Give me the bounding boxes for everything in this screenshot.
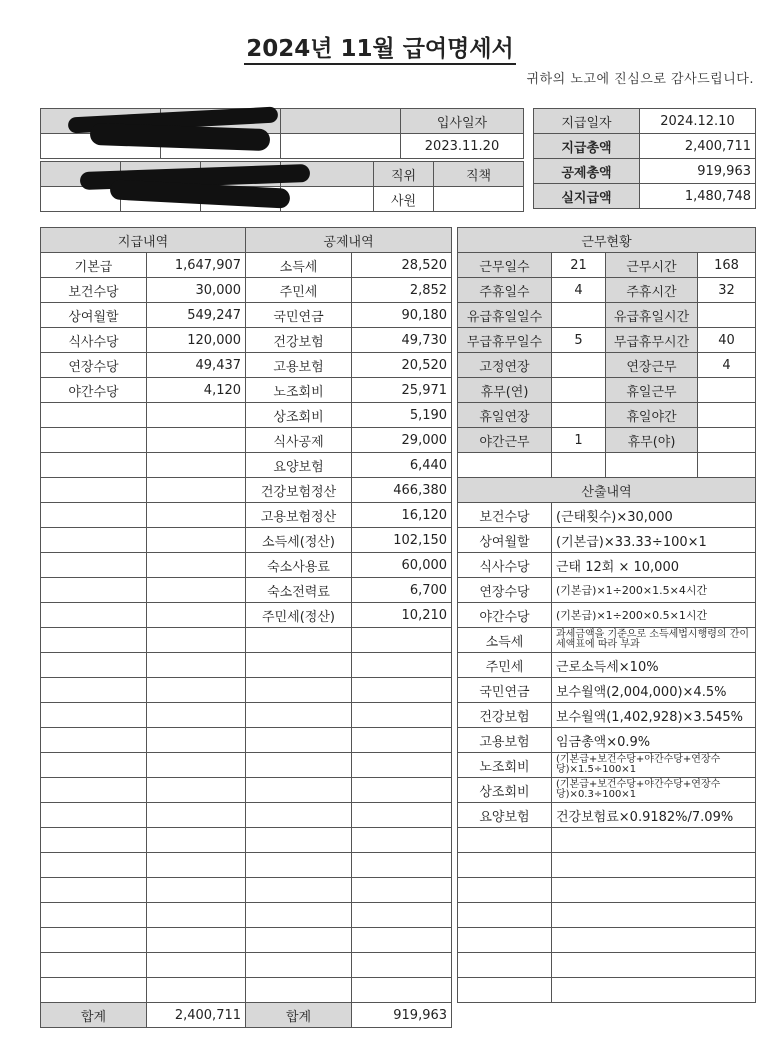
deduct-item-label: 주민세 [246,278,352,303]
deduct-total-value: 919,963 [352,1003,452,1028]
calc-label: 상여월할 [458,528,552,553]
deduct-item-label [246,728,352,753]
pay-item-value [147,453,246,478]
deduct-item-label: 식사공제 [246,428,352,453]
work-row [458,328,756,353]
pay-item-label [41,578,147,603]
page-title: 2024년 11월 급여명세서 [0,30,760,63]
deduct-item-value [352,878,452,903]
work-row [458,303,756,328]
pay-item-label [41,978,147,1003]
table-row [41,753,452,778]
work-value [698,303,756,328]
table-row [41,403,452,428]
pay-item-label [41,953,147,978]
pay-item-value: 549,247 [147,303,246,328]
pay-item-label [41,503,147,528]
pay-item-value [147,653,246,678]
table-row [41,703,452,728]
pay-item-value [147,978,246,1003]
calc-row [458,928,756,953]
table-row [41,378,452,403]
pay-deduction-table [40,227,452,1028]
work-value [698,403,756,428]
pay-item-value: 1,647,907 [147,253,246,278]
deduct-total-label: 합계 [246,1003,352,1028]
total-deduct-value: 919,963 [640,159,756,184]
deduct-item-value [352,728,452,753]
deduct-item-label: 상조회비 [246,403,352,428]
work-label: 근무시간 [606,253,698,278]
calc-label [458,878,552,903]
deduct-item-label [246,953,352,978]
table-row [41,503,452,528]
calc-formula [552,878,756,903]
pay-item-value [147,628,246,653]
join-date-label: 입사일자 [401,109,524,134]
deduct-item-value: 102,150 [352,528,452,553]
table-row [41,278,452,303]
deduct-item-value: 28,520 [352,253,452,278]
deduct-item-label [246,903,352,928]
pay-item-label: 보건수당 [41,278,147,303]
pay-total-value: 2,400,711 [147,1003,246,1028]
pay-item-value: 4,120 [147,378,246,403]
calc-header: 산출내역 [458,478,756,503]
work-row [458,378,756,403]
pay-item-value [147,553,246,578]
deduct-item-label [246,853,352,878]
pay-item-value [147,603,246,628]
pay-item-value [147,928,246,953]
pay-item-label [41,778,147,803]
calc-label [458,828,552,853]
work-header: 근무현황 [458,228,756,253]
calc-row [458,878,756,903]
calc-label: 노조회비 [458,753,552,778]
pay-item-label [41,853,147,878]
work-value [698,378,756,403]
pay-item-label [41,628,147,653]
calc-formula [552,853,756,878]
calc-row [458,803,756,828]
deduct-item-label: 소득세 [246,253,352,278]
pay-item-value [147,778,246,803]
table-row [41,878,452,903]
calc-label [458,978,552,1003]
deduct-item-label: 숙소사용료 [246,553,352,578]
work-value: 4 [698,353,756,378]
pay-item-label [41,678,147,703]
calc-label: 상조회비 [458,778,552,803]
work-value: 4 [552,278,606,303]
calc-formula [552,903,756,928]
work-calc-table [457,227,756,1003]
deduct-item-value [352,703,452,728]
pay-item-value: 120,000 [147,328,246,353]
table-row [41,428,452,453]
work-value [552,403,606,428]
pay-item-label [41,928,147,953]
deduct-item-value: 2,852 [352,278,452,303]
deduct-header: 공제내역 [246,228,452,253]
deduct-item-label [246,753,352,778]
work-value [552,378,606,403]
work-label: 휴무(야) [606,428,698,453]
calc-label: 고용보험 [458,728,552,753]
deduct-item-label [246,803,352,828]
net-pay-label: 실지급액 [534,184,640,209]
deduct-item-label: 요양보험 [246,453,352,478]
table-row [41,778,452,803]
pay-item-label: 기본급 [41,253,147,278]
deduct-item-value [352,978,452,1003]
work-value: 21 [552,253,606,278]
work-label: 연장근무 [606,353,698,378]
pay-item-value [147,703,246,728]
pay-item-label: 연장수당 [41,353,147,378]
deduct-item-value [352,628,452,653]
calc-formula: (기본급)×1÷200×1.5×4시간 [552,578,756,603]
pay-item-label [41,803,147,828]
work-value: 32 [698,278,756,303]
deduct-item-label [246,928,352,953]
pay-item-value [147,578,246,603]
pay-item-value [147,903,246,928]
pay-item-label [41,753,147,778]
calc-label: 야간수당 [458,603,552,628]
calc-formula: 과세금액을 기준으로 소득세법시행령의 간이세액표에 따라 부과 [552,628,756,653]
pay-item-value [147,478,246,503]
calc-label: 국민연금 [458,678,552,703]
pay-item-value [147,403,246,428]
pay-item-label [41,403,147,428]
pay-item-value [147,878,246,903]
table-row [41,603,452,628]
calc-formula: 근로소득세×10% [552,653,756,678]
calc-row [458,678,756,703]
work-label: 휴일근무 [606,378,698,403]
pay-item-value [147,953,246,978]
work-row [458,453,756,478]
work-label: 근무일수 [458,253,552,278]
pay-item-label [41,528,147,553]
table-row [41,903,452,928]
calc-label [458,953,552,978]
calc-row [458,528,756,553]
deduct-item-label: 소득세(정산) [246,528,352,553]
calc-row [458,728,756,753]
table-row [41,478,452,503]
work-label: 무급휴무시간 [606,328,698,353]
calc-row [458,753,756,778]
calc-formula: 보수월액(1,402,928)×3.545% [552,703,756,728]
work-value [552,353,606,378]
calc-formula: 보수월액(2,004,000)×4.5% [552,678,756,703]
work-value: 40 [698,328,756,353]
work-label: 야간근무 [458,428,552,453]
calc-formula [552,928,756,953]
deduct-item-value [352,828,452,853]
deduct-item-value [352,853,452,878]
table-row [41,453,452,478]
work-label: 주휴일수 [458,278,552,303]
calc-label: 보건수당 [458,503,552,528]
work-row [458,403,756,428]
deduct-item-value: 10,210 [352,603,452,628]
work-value [552,453,606,478]
pay-item-value [147,528,246,553]
deduct-item-label: 국민연금 [246,303,352,328]
calc-row [458,978,756,1003]
calc-formula: (기본급+보건수당+야간수당+연장수당)×0.3÷100×1 [552,778,756,803]
position-label: 직위 [374,162,434,187]
pay-item-label [41,728,147,753]
pay-item-label [41,603,147,628]
table-row [41,653,452,678]
calc-formula [552,978,756,1003]
pay-item-value [147,753,246,778]
calc-label: 식사수당 [458,553,552,578]
deduct-item-label [246,703,352,728]
calc-formula: (기본급)×1÷200×0.5×1시간 [552,603,756,628]
calc-label: 주민세 [458,653,552,678]
job-title-label: 직책 [434,162,524,187]
deduct-item-label: 고용보험정산 [246,503,352,528]
join-date-value: 2023.11.20 [401,134,524,159]
deduct-item-label [246,978,352,1003]
total-deduct-label: 공제총액 [534,159,640,184]
table-row [41,828,452,853]
pay-item-label: 상여월할 [41,303,147,328]
pay-item-value [147,803,246,828]
job-title-value [434,187,524,212]
pay-item-label: 야간수당 [41,378,147,403]
calc-row [458,578,756,603]
pay-total-label: 합계 [41,1003,147,1028]
redacted-value-cell [281,134,401,159]
deduct-item-label [246,653,352,678]
deduct-item-label: 주민세(정산) [246,603,352,628]
work-label: 휴일야간 [606,403,698,428]
redacted-label-cell [281,109,401,134]
calc-formula [552,953,756,978]
calc-formula: (기본급)×33.33÷100×1 [552,528,756,553]
deduct-item-value [352,928,452,953]
deduct-item-value [352,903,452,928]
redacted-value-cell [281,187,374,212]
pay-header: 지급내역 [41,228,246,253]
pay-item-label [41,428,147,453]
deduct-item-label [246,828,352,853]
calc-row [458,953,756,978]
work-label: 휴일연장 [458,403,552,428]
calc-formula: 근태 12회 × 10,000 [552,553,756,578]
calc-row [458,653,756,678]
deduct-item-value: 29,000 [352,428,452,453]
table-row [41,328,452,353]
work-label: 휴무(연) [458,378,552,403]
table-row [41,728,452,753]
deduct-item-value: 466,380 [352,478,452,503]
redacted-value-cell [41,187,121,212]
pay-item-value [147,828,246,853]
pay-item-label: 식사수당 [41,328,147,353]
table-row [41,303,452,328]
pay-summary-table [533,108,756,209]
deduct-item-value: 16,120 [352,503,452,528]
net-pay-value: 1,480,748 [640,184,756,209]
work-label: 고정연장 [458,353,552,378]
pay-item-label [41,828,147,853]
work-value [698,453,756,478]
pay-item-label [41,703,147,728]
pay-item-value [147,678,246,703]
work-label: 무급휴무일수 [458,328,552,353]
calc-label: 연장수당 [458,578,552,603]
deduct-item-label: 숙소전력료 [246,578,352,603]
deduct-item-label: 노조회비 [246,378,352,403]
table-row [41,528,452,553]
calc-row [458,903,756,928]
calc-formula [552,828,756,853]
deduct-item-label [246,878,352,903]
calc-formula: 건강보험료×0.9182%/7.09% [552,803,756,828]
calc-row [458,628,756,653]
table-row [41,803,452,828]
calc-label: 요양보험 [458,803,552,828]
calc-row [458,703,756,728]
pay-item-label [41,653,147,678]
deduct-item-value [352,753,452,778]
deduct-item-label [246,778,352,803]
deduct-item-value: 6,700 [352,578,452,603]
deduct-item-value: 6,440 [352,453,452,478]
table-row [41,853,452,878]
table-row [41,578,452,603]
work-value [698,428,756,453]
deduct-item-value: 20,520 [352,353,452,378]
table-row [41,678,452,703]
pay-item-value [147,428,246,453]
deduct-item-value [352,778,452,803]
deduct-item-label: 고용보험 [246,353,352,378]
work-label: 주휴시간 [606,278,698,303]
deduct-item-value: 49,730 [352,328,452,353]
work-value: 5 [552,328,606,353]
deduct-item-value [352,803,452,828]
calc-label [458,928,552,953]
calc-label [458,853,552,878]
pay-date-value: 2024.12.10 [640,109,756,134]
calc-label: 소득세 [458,628,552,653]
work-row [458,428,756,453]
calc-label: 건강보험 [458,703,552,728]
work-row [458,253,756,278]
table-row [41,928,452,953]
calc-row [458,828,756,853]
deduct-item-label [246,678,352,703]
deduct-item-value [352,953,452,978]
calc-formula: 임금총액×0.9% [552,728,756,753]
deduct-item-label: 건강보험 [246,328,352,353]
pay-item-label [41,553,147,578]
deduct-item-value: 25,971 [352,378,452,403]
work-row [458,353,756,378]
work-label [458,453,552,478]
deduct-item-value: 90,180 [352,303,452,328]
deduct-item-value: 60,000 [352,553,452,578]
calc-formula: (기본급+보건수당+야간수당+연장수당)×1.5÷100×1 [552,753,756,778]
work-value: 1 [552,428,606,453]
work-label: 유급휴일시간 [606,303,698,328]
work-value [552,303,606,328]
calc-row [458,503,756,528]
table-row [41,953,452,978]
calc-row [458,853,756,878]
pay-item-value [147,853,246,878]
pay-item-value [147,503,246,528]
position-value: 사원 [374,187,434,212]
calc-row [458,603,756,628]
deduct-item-value: 5,190 [352,403,452,428]
pay-item-label [41,878,147,903]
table-row [41,978,452,1003]
pay-date-label: 지급일자 [534,109,640,134]
table-row [41,553,452,578]
total-pay-value: 2,400,711 [640,134,756,159]
deduct-item-label: 건강보험정산 [246,478,352,503]
work-label: 유급휴일일수 [458,303,552,328]
table-row [41,253,452,278]
total-pay-label: 지급총액 [534,134,640,159]
thanks-message: 귀하의 노고에 진심으로 감사드립니다. [526,72,754,87]
pay-item-value: 49,437 [147,353,246,378]
pay-item-value [147,728,246,753]
pay-item-value: 30,000 [147,278,246,303]
pay-item-label [41,478,147,503]
pay-item-label [41,453,147,478]
calc-label [458,903,552,928]
deduct-item-value [352,653,452,678]
calc-row [458,553,756,578]
deduct-item-value [352,678,452,703]
pay-item-label [41,903,147,928]
table-row [41,353,452,378]
work-label [606,453,698,478]
table-row [41,628,452,653]
work-value: 168 [698,253,756,278]
calc-row [458,778,756,803]
deduct-item-label [246,628,352,653]
work-row [458,278,756,303]
calc-formula: (근태횟수)×30,000 [552,503,756,528]
